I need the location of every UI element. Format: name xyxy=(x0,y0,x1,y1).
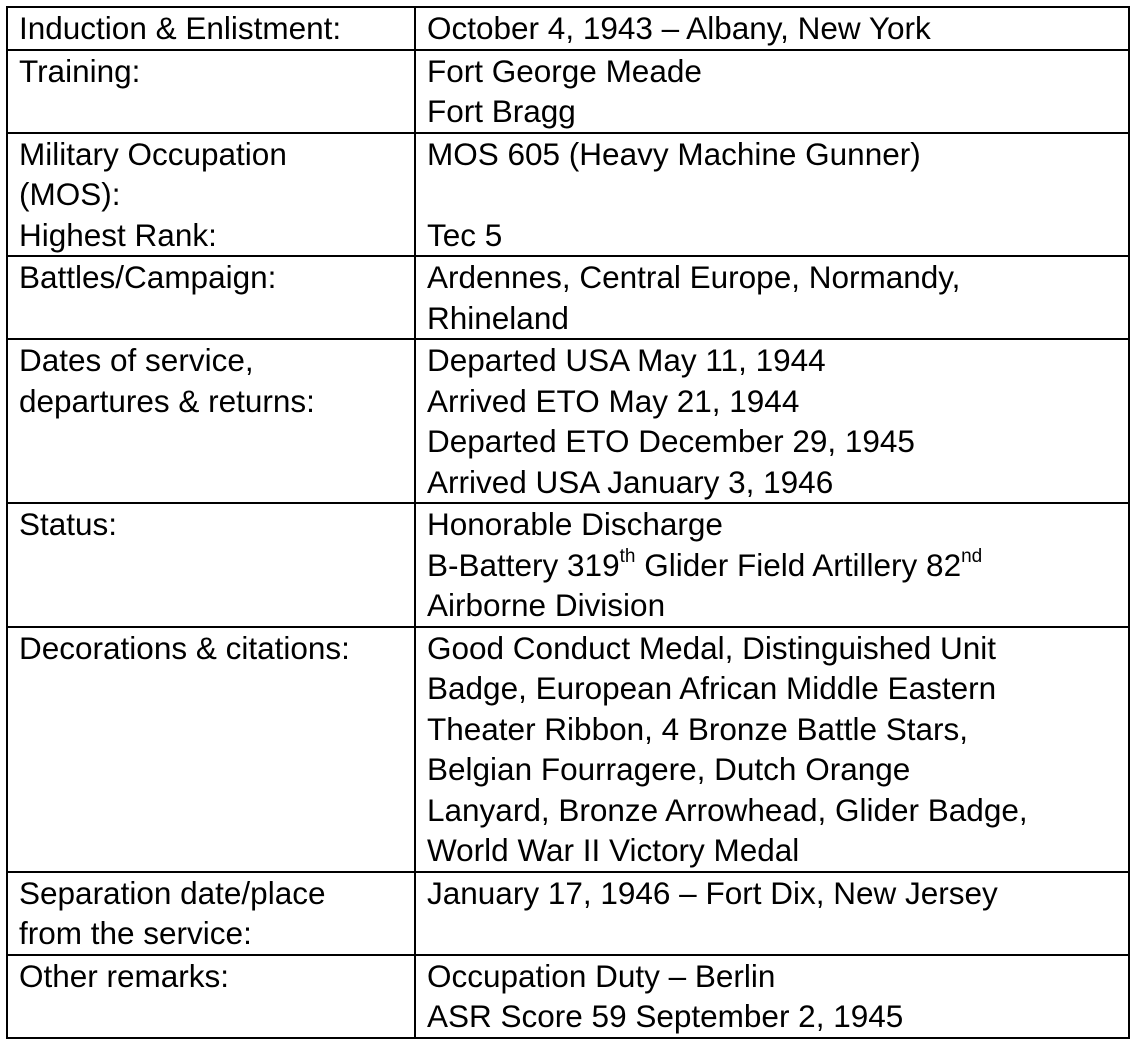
service-record-table xyxy=(6,6,1130,1039)
label-line: from the service: xyxy=(19,915,252,951)
label-line: Separation date/place xyxy=(19,874,326,911)
value-line: Lanyard, Bronze Arrowhead, Glider Badge, xyxy=(427,791,1028,828)
value-line: Departed ETO December 29, 1945 xyxy=(427,423,915,459)
table-row xyxy=(7,339,1129,503)
label-line: departures & returns: xyxy=(19,382,315,419)
value-line: Arrived USA January 3, 1946 xyxy=(427,463,834,500)
table-row xyxy=(7,133,1129,257)
value-line: October 4, 1943 – Albany, New York xyxy=(427,10,931,46)
value-line: Good Conduct Medal, Distinguished Unit xyxy=(427,629,997,666)
value-line: Belgian Fourragere, Dutch Orange xyxy=(427,751,911,787)
label-line: Decorations & citations: xyxy=(19,629,350,666)
row-label-induction xyxy=(7,7,415,50)
row-label-training xyxy=(7,50,415,133)
unit-line xyxy=(427,545,1120,586)
unit-text: Glider Field Artillery 82 xyxy=(635,546,962,583)
value-line: Departed USA May 11, 1944 xyxy=(427,342,826,378)
row-label-remarks xyxy=(7,955,415,1038)
table-row xyxy=(7,7,1129,50)
row-label-separation xyxy=(7,872,415,955)
row-label-status xyxy=(7,503,415,627)
table-row xyxy=(7,627,1129,872)
label-line: (MOS): xyxy=(19,176,121,212)
value-line: Tec 5 xyxy=(427,216,503,253)
label-line: Status: xyxy=(19,506,118,542)
table-row xyxy=(7,256,1129,339)
row-label-battles xyxy=(7,256,415,339)
ordinal-suffix: nd xyxy=(961,546,983,567)
row-value-mos-rank xyxy=(415,133,1129,257)
row-value-separation xyxy=(415,872,1129,955)
value-line: Occupation Duty – Berlin xyxy=(427,957,776,994)
label-line: Military Occupation xyxy=(19,135,287,172)
row-value-battles xyxy=(415,256,1129,339)
label-line: Induction & Enlistment: xyxy=(19,10,342,46)
row-value-induction xyxy=(415,7,1129,50)
value-line: World War II Victory Medal xyxy=(427,832,800,868)
label-line: Battles/Campaign: xyxy=(19,259,277,295)
value-line: MOS 605 (Heavy Machine Gunner) xyxy=(427,135,921,172)
value-line: Fort George Meade xyxy=(427,52,702,89)
table-row xyxy=(7,50,1129,133)
value-line: Arrived ETO May 21, 1944 xyxy=(427,382,800,419)
table-row xyxy=(7,955,1129,1038)
value-line: ASR Score 59 September 2, 1945 xyxy=(427,998,904,1034)
unit-text: B-Battery 319 xyxy=(427,546,620,583)
value-line: Theater Ribbon, 4 Bronze Battle Stars, xyxy=(427,710,969,747)
row-value-training xyxy=(415,50,1129,133)
row-label-decorations xyxy=(7,627,415,872)
blank-line xyxy=(427,174,1120,215)
value-line: Airborne Division xyxy=(427,587,666,623)
table-row xyxy=(7,503,1129,627)
row-label-dates xyxy=(7,339,415,503)
row-value-status xyxy=(415,503,1129,627)
value-line: January 17, 1946 – Fort Dix, New Jersey xyxy=(427,874,998,911)
value-line: Badge, European African Middle Eastern xyxy=(427,670,997,706)
label-line: Highest Rank: xyxy=(19,216,217,253)
value-line: Honorable Discharge xyxy=(427,506,723,542)
value-line: Ardennes, Central Europe, Normandy, xyxy=(427,259,961,295)
row-value-remarks xyxy=(415,955,1129,1038)
row-value-dates xyxy=(415,339,1129,503)
value-line: Rhineland xyxy=(427,299,569,336)
row-label-mos-rank xyxy=(7,133,415,257)
table-row xyxy=(7,872,1129,955)
value-line: Fort Bragg xyxy=(427,93,576,129)
label-line: Training: xyxy=(19,52,141,89)
label-line: Dates of service, xyxy=(19,342,254,378)
label-line: Other remarks: xyxy=(19,957,230,994)
ordinal-suffix: th xyxy=(619,546,636,567)
row-value-decorations xyxy=(415,627,1129,872)
